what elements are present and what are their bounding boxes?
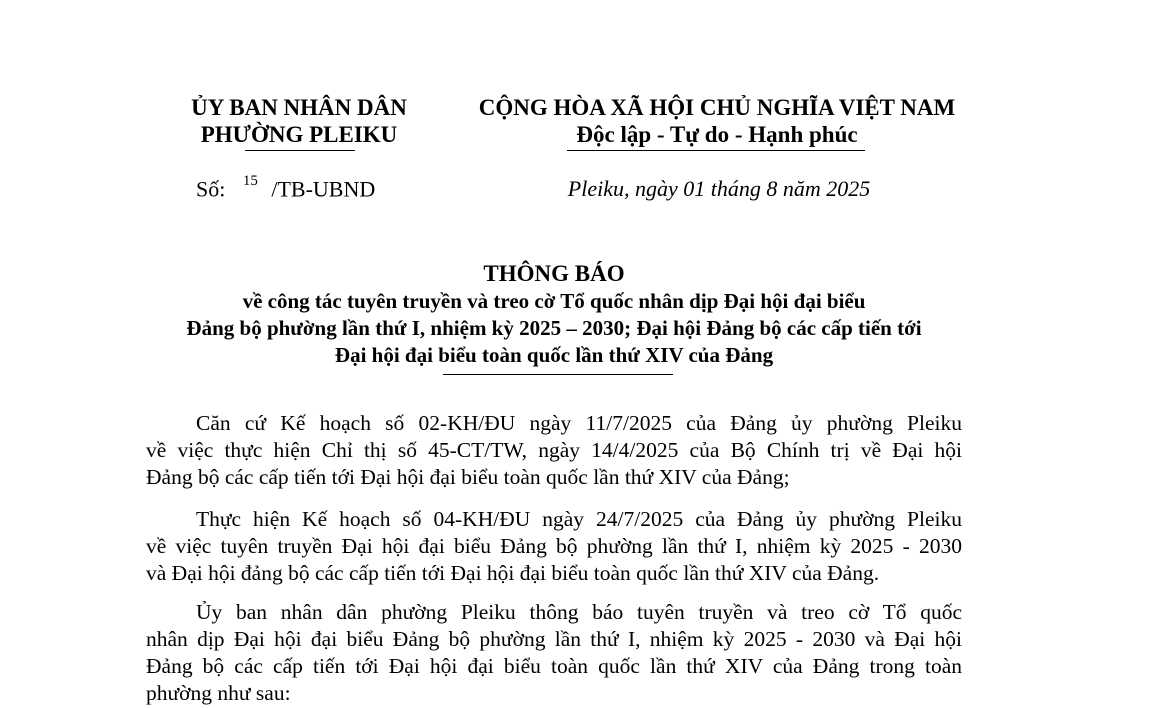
document-number	[196, 173, 376, 202]
body-paragraph-1	[146, 410, 962, 491]
agency-name-line1: ỦY BAN NHÂN DÂN	[191, 95, 407, 120]
paragraph-line: phường như sau:	[146, 681, 291, 705]
paragraph-line: Căn cứ Kế hoạch số 02-KH/ĐU ngày 11/7/2025 của Đảng ủy phường Pleiku	[196, 411, 962, 435]
paragraph-line: Ủy ban nhân dân phường Pleiku thông báo tuyên truyền và treo cờ Tổ quốc	[196, 600, 962, 624]
notice-subtitle-line2: Đảng bộ phường lần thứ I, nhiệm kỳ 2025 – 2030; Đại hội Đảng bộ các cấp tiến tới	[186, 316, 922, 340]
nation-motto: Độc lập - Tự do - Hạnh phúc	[576, 122, 858, 147]
body-paragraph-3	[146, 599, 962, 707]
motto-underline	[567, 150, 865, 151]
number-value: 15	[242, 173, 258, 189]
number-prefix: Số:	[196, 176, 226, 202]
paragraph-line: nhân dịp Đại hội đại biểu Đảng bộ phường lần thứ I, nhiệm kỳ 2025 - 2030 và Đại hội	[146, 627, 962, 651]
nation-name: CỘNG HÒA XÃ HỘI CHỦ NGHĨA VIỆT NAM	[478, 95, 956, 120]
title-underline	[443, 374, 673, 375]
notice-subtitle-line3: Đại hội đại biểu toàn quốc lần thứ XIV của Đảng	[334, 343, 774, 367]
body-paragraph-2	[146, 506, 962, 587]
notice-subtitle-line1: về công tác tuyên truyền và treo cờ Tổ quốc nhân dịp Đại hội đại biểu	[242, 289, 866, 313]
notice-heading: THÔNG BÁO	[483, 261, 625, 286]
paragraph-line: Đảng bộ các cấp tiến tới Đại hội đại biểu toàn quốc lần thứ XIV của Đảng trong toàn	[146, 654, 962, 678]
agency-name-line2: PHƯỜNG PLEIKU	[200, 122, 398, 147]
paragraph-line: về việc tuyên truyền Đại hội đại biểu Đảng bộ phường lần thứ I, nhiệm kỳ 2025 - 2030	[146, 534, 962, 558]
number-suffix: /TB-UBND	[271, 176, 376, 202]
place-date: Pleiku, ngày 01 tháng 8 năm 2025	[567, 176, 871, 201]
paragraph-line: và Đại hội đảng bộ các cấp tiến tới Đại hội đại biểu toàn quốc lần thứ XIV của Đảng.	[146, 561, 880, 585]
paragraph-line: Đảng bộ các cấp tiến tới Đại hội đại biểu toàn quốc lần thứ XIV của Đảng;	[146, 465, 790, 489]
paragraph-line: Thực hiện Kế hoạch số 04-KH/ĐU ngày 24/7/2025 của Đảng ủy phường Pleiku	[196, 507, 962, 531]
agency-underline	[245, 150, 355, 151]
paragraph-line: về việc thực hiện Chỉ thị số 45-CT/TW, ngày 14/4/2025 của Bộ Chính trị về Đại hội	[146, 438, 962, 462]
